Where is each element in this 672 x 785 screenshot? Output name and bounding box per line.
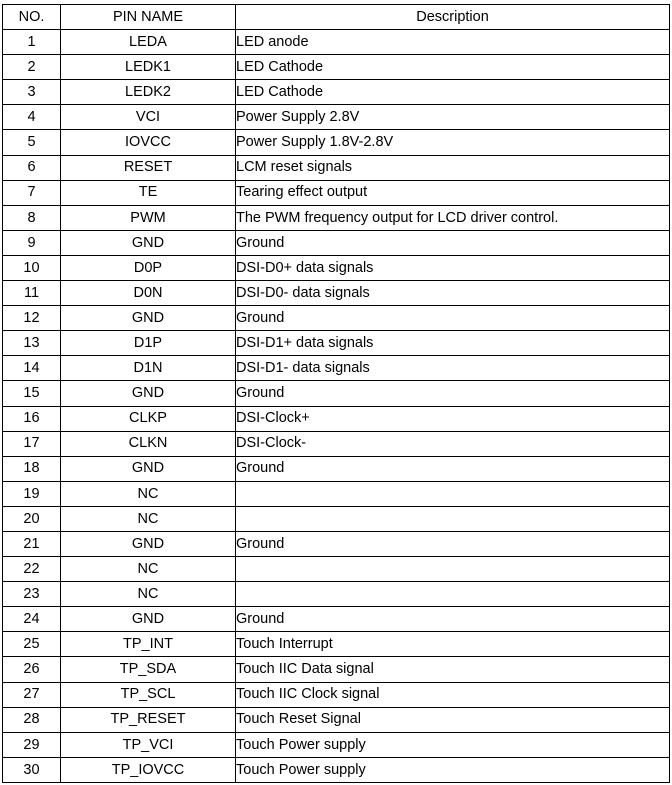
pin-number: 10 xyxy=(3,255,61,280)
pin-name: GND xyxy=(61,531,236,556)
table-row xyxy=(3,531,670,556)
pin-name: RESET xyxy=(61,155,236,180)
table-row xyxy=(3,707,670,732)
table-row xyxy=(3,281,670,306)
pin-number: 11 xyxy=(3,281,61,306)
table-row xyxy=(3,582,670,607)
pin-description: LED Cathode xyxy=(236,80,670,105)
pin-number: 3 xyxy=(3,80,61,105)
pin-description: Power Supply 1.8V-2.8V xyxy=(236,130,670,155)
table-row xyxy=(3,180,670,205)
pin-name: GND xyxy=(61,230,236,255)
pin-name: TE xyxy=(61,180,236,205)
pin-definition-table xyxy=(2,4,670,783)
table-row xyxy=(3,205,670,230)
pin-name: IOVCC xyxy=(61,130,236,155)
pin-description: Touch IIC Clock signal xyxy=(236,682,670,707)
pin-description: DSI-Clock- xyxy=(236,431,670,456)
pin-name: TP_RESET xyxy=(61,707,236,732)
pin-name: CLKN xyxy=(61,431,236,456)
pin-rows xyxy=(3,30,670,783)
pin-number: 6 xyxy=(3,155,61,180)
pin-number: 9 xyxy=(3,230,61,255)
pin-description: DSI-D1- data signals xyxy=(236,356,670,381)
pin-number: 30 xyxy=(3,757,61,782)
pin-number: 24 xyxy=(3,607,61,632)
pin-description xyxy=(236,557,670,582)
pin-description: Touch Reset Signal xyxy=(236,707,670,732)
table-row xyxy=(3,682,670,707)
pin-description: The PWM frequency output for LCD driver control. xyxy=(236,205,670,230)
pin-description xyxy=(236,582,670,607)
pin-name: D1P xyxy=(61,331,236,356)
pin-name: D0P xyxy=(61,255,236,280)
pin-description: DSI-D0+ data signals xyxy=(236,255,670,280)
pin-description: Power Supply 2.8V xyxy=(236,105,670,130)
pin-description: LED Cathode xyxy=(236,55,670,80)
pin-description: Touch Power supply xyxy=(236,732,670,757)
table-row xyxy=(3,230,670,255)
pin-name: TP_INT xyxy=(61,632,236,657)
pin-name: GND xyxy=(61,456,236,481)
table-row xyxy=(3,757,670,782)
pin-name: D1N xyxy=(61,356,236,381)
pin-description: Ground xyxy=(236,381,670,406)
header-no: NO. xyxy=(3,5,61,30)
pin-name: LEDK2 xyxy=(61,80,236,105)
pin-description: DSI-D1+ data signals xyxy=(236,331,670,356)
table-row xyxy=(3,155,670,180)
table-row xyxy=(3,506,670,531)
pin-number: 14 xyxy=(3,356,61,381)
pin-description: Tearing effect output xyxy=(236,180,670,205)
pin-description: Ground xyxy=(236,456,670,481)
pin-number: 18 xyxy=(3,456,61,481)
pin-description: Touch Power supply xyxy=(236,757,670,782)
pin-number: 25 xyxy=(3,632,61,657)
pin-name: NC xyxy=(61,557,236,582)
pin-number: 2 xyxy=(3,55,61,80)
pin-description: Ground xyxy=(236,607,670,632)
table-row xyxy=(3,130,670,155)
pin-name: GND xyxy=(61,306,236,331)
pin-name: VCI xyxy=(61,105,236,130)
pin-number: 1 xyxy=(3,30,61,55)
pin-description: DSI-D0- data signals xyxy=(236,281,670,306)
table-row xyxy=(3,406,670,431)
pin-number: 19 xyxy=(3,481,61,506)
pin-number: 20 xyxy=(3,506,61,531)
pin-description: DSI-Clock+ xyxy=(236,406,670,431)
pin-name: GND xyxy=(61,381,236,406)
pin-name: TP_SDA xyxy=(61,657,236,682)
pin-number: 15 xyxy=(3,381,61,406)
header-pin-name: PIN NAME xyxy=(61,5,236,30)
pin-description: LCM reset signals xyxy=(236,155,670,180)
pin-description: Ground xyxy=(236,306,670,331)
pin-name: TP_SCL xyxy=(61,682,236,707)
table-row xyxy=(3,557,670,582)
pin-name: TP_IOVCC xyxy=(61,757,236,782)
table-row xyxy=(3,431,670,456)
pin-number: 21 xyxy=(3,531,61,556)
pin-name: TP_VCI xyxy=(61,732,236,757)
pin-description: LED anode xyxy=(236,30,670,55)
pin-description: Ground xyxy=(236,531,670,556)
pin-description: Touch Interrupt xyxy=(236,632,670,657)
pin-number: 16 xyxy=(3,406,61,431)
pin-name: CLKP xyxy=(61,406,236,431)
pin-description xyxy=(236,506,670,531)
table-row xyxy=(3,255,670,280)
table-row xyxy=(3,732,670,757)
pin-number: 23 xyxy=(3,582,61,607)
table-row xyxy=(3,381,670,406)
pin-description: Touch IIC Data signal xyxy=(236,657,670,682)
pin-number: 22 xyxy=(3,557,61,582)
pin-number: 17 xyxy=(3,431,61,456)
header-description: Description xyxy=(236,5,670,30)
header-row xyxy=(3,5,670,30)
pin-number: 28 xyxy=(3,707,61,732)
table-row xyxy=(3,657,670,682)
table-row xyxy=(3,80,670,105)
pin-name: NC xyxy=(61,506,236,531)
pin-number: 26 xyxy=(3,657,61,682)
pin-name: PWM xyxy=(61,205,236,230)
table-row xyxy=(3,632,670,657)
pin-number: 7 xyxy=(3,180,61,205)
table-row xyxy=(3,105,670,130)
pin-number: 29 xyxy=(3,732,61,757)
table-row xyxy=(3,306,670,331)
table-row xyxy=(3,331,670,356)
pin-number: 13 xyxy=(3,331,61,356)
table-row xyxy=(3,55,670,80)
table-row xyxy=(3,607,670,632)
pin-name: LEDK1 xyxy=(61,55,236,80)
table-row xyxy=(3,30,670,55)
table-row xyxy=(3,481,670,506)
pin-description: Ground xyxy=(236,230,670,255)
pin-name: D0N xyxy=(61,281,236,306)
pin-number: 8 xyxy=(3,205,61,230)
pin-number: 4 xyxy=(3,105,61,130)
pin-number: 5 xyxy=(3,130,61,155)
pin-name: LEDA xyxy=(61,30,236,55)
table-row xyxy=(3,456,670,481)
table-row xyxy=(3,356,670,381)
pin-name: GND xyxy=(61,607,236,632)
pin-description xyxy=(236,481,670,506)
pin-name: NC xyxy=(61,481,236,506)
pin-number: 27 xyxy=(3,682,61,707)
pin-number: 12 xyxy=(3,306,61,331)
pin-name: NC xyxy=(61,582,236,607)
